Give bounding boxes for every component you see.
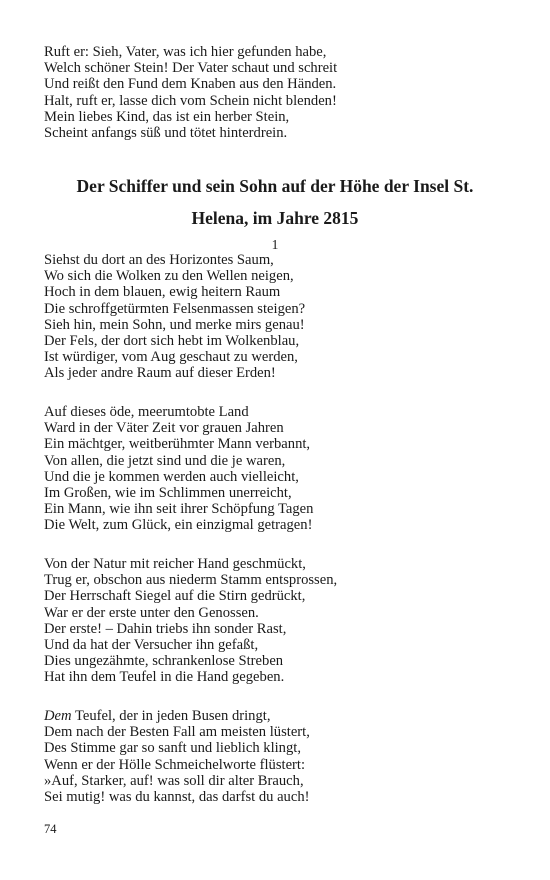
verse-line: Siehst du dort an des Horizontes Saum, — [44, 252, 274, 268]
poem-title-line-2: Helena, im Jahre 2815 — [191, 208, 359, 228]
verse-line: Und reißt den Fund dem Knaben aus den Händen. — [44, 76, 337, 93]
verse-line: Sieh hin, mein Sohn, und merke mirs genau! — [44, 316, 305, 333]
verse-line: Des Stimme gar so sanft und lieblich klingt, — [44, 740, 301, 757]
verse-line: »Auf, Starker, auf! was soll dir alter Brauch, — [44, 772, 304, 789]
verse-line: Auf dieses öde, meerumtobte Land — [44, 404, 249, 420]
verse-line: Der Herrschaft Siegel auf die Stirn gedrückt, — [44, 588, 306, 605]
verse-line: Sei mutig! was du kannst, das darfst du auch! — [44, 789, 310, 806]
verse-line: Trug er, obschon aus niederm Stamm entsprossen, — [44, 572, 338, 589]
verse-line: Die Welt, zum Glück, ein einzigmal getragen! — [44, 517, 313, 534]
opening-stanza — [44, 44, 514, 141]
verse-line: Von allen, die jetzt sind und die je waren, — [44, 452, 286, 469]
verse-line: Wo sich die Wolken zu den Wellen neigen, — [44, 268, 294, 285]
verse-line: Im Großen, wie im Schlimmen unerreicht, — [44, 485, 292, 502]
verse-line: Ist würdiger, vom Aug geschaut zu werden, — [44, 349, 298, 366]
verse-line: Ward in der Väter Zeit vor grauen Jahren — [44, 420, 284, 437]
verse-line: Ruft er: Sieh, Vater, was ich hier gefunden habe, — [44, 44, 327, 60]
section-number: 1 — [271, 237, 279, 252]
verse-line: Hoch in dem blauen, ewig heitern Raum — [44, 284, 281, 301]
verse-line: Dem nach der Besten Fall am meisten lüstert, — [44, 724, 310, 741]
verse-line: Mein liebes Kind, das ist ein herber Stein, — [44, 108, 290, 125]
verse-line: Der Fels, der dort sich hebt im Wolkenblau, — [44, 333, 300, 350]
verse-line: Ein Mann, wie ihn seit ihrer Schöpfung Tagen — [44, 501, 314, 518]
verse-line — [44, 708, 514, 724]
stanza-4 — [44, 708, 514, 805]
verse-line: Welch schöner Stein! Der Vater schaut und schreit — [44, 60, 338, 77]
verse-line-rest: Teufel, der in jeden Busen dringt, — [71, 708, 271, 724]
verse-line: Scheint anfangs süß und tötet hinterdrein. — [44, 125, 288, 142]
verse-line: Ein mächtger, weitberühmter Mann verbannt, — [44, 436, 311, 453]
verse-line: Und da hat der Versucher ihn gefaßt, — [44, 637, 259, 654]
emphasized-word: Dem — [44, 708, 72, 724]
verse-line: Halt, ruft er, lasse dich vom Schein nicht blenden! — [44, 92, 337, 109]
verse-line: War er der erste unter den Genossen. — [44, 604, 259, 621]
poem-title-line-1: Der Schiffer und sein Sohn auf der Höhe der Insel St. — [76, 176, 474, 196]
verse-line: Als jeder andre Raum auf dieser Erden! — [44, 365, 276, 382]
verse-line: Hat ihn dem Teufel in die Hand gegeben. — [44, 669, 285, 686]
stanza-1 — [44, 252, 514, 382]
stanza-2 — [44, 404, 514, 534]
page-number: 74 — [44, 822, 57, 836]
verse-line: Und die je kommen werden auch vielleicht, — [44, 468, 299, 485]
verse-line: Dies ungezähmte, schrankenlose Streben — [44, 653, 284, 670]
verse-line: Der erste! – Dahin triebs ihn sonder Rast, — [44, 620, 287, 637]
stanza-3 — [44, 556, 514, 686]
verse-line: Die schroffgetürmten Felsenmassen steigen? — [44, 300, 306, 317]
verse-line: Wenn er der Hölle Schmeichelworte flüstert: — [44, 756, 306, 773]
verse-line: Von der Natur mit reicher Hand geschmückt, — [44, 556, 306, 572]
